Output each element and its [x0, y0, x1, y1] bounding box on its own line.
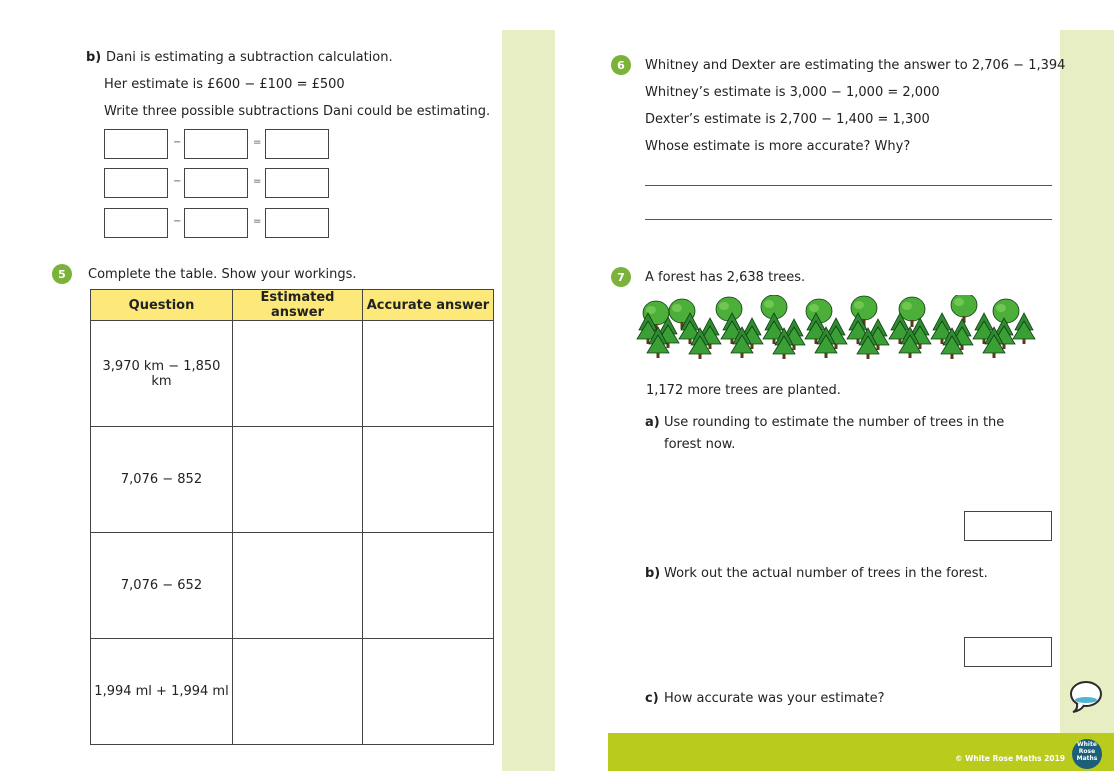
question-6-line1: Whitney and Dexter are estimating the answer to 2,706 − 1,394 — [645, 58, 1066, 73]
speech-bubble-icon — [1068, 678, 1104, 714]
minus-sign: − — [173, 137, 182, 148]
equals-sign: = — [253, 176, 262, 187]
minus-sign: − — [173, 176, 182, 187]
question-6-badge: 6 — [611, 55, 631, 75]
table-cell-question: 3,970 km − 1,850 km — [91, 321, 233, 427]
table-cell-estimated-answer[interactable] — [233, 427, 363, 533]
table-row — [91, 321, 494, 427]
table-row — [91, 533, 494, 639]
table-cell-question: 7,076 − 852 — [91, 427, 233, 533]
part-c-label: c) — [645, 691, 659, 706]
question-7-line1: A forest has 2,638 trees. — [645, 270, 806, 285]
writing-line[interactable] — [645, 185, 1052, 186]
question-5-badge: 5 — [52, 264, 72, 284]
forest-illustration — [634, 295, 1036, 360]
subtraction-box-2c[interactable] — [265, 168, 329, 198]
part-b-line2: Her estimate is £600 − £100 = £500 — [104, 77, 345, 92]
actual-answer-box[interactable] — [964, 637, 1052, 667]
equals-sign: = — [253, 137, 262, 148]
question-6-line2: Whitney’s estimate is 3,000 − 1,000 = 2,000 — [645, 85, 940, 100]
minus-sign: − — [173, 216, 182, 227]
question-5-prompt: Complete the table. Show your workings. — [88, 267, 357, 282]
table-cell-accurate-answer[interactable] — [363, 427, 494, 533]
table-cell-accurate-answer[interactable] — [363, 533, 494, 639]
table-cell-estimated-answer[interactable] — [233, 533, 363, 639]
part-b-line1: Dani is estimating a subtraction calculation. — [106, 50, 393, 65]
writing-line[interactable] — [645, 219, 1052, 220]
logo-line: White — [1077, 741, 1097, 748]
subtraction-box-2a[interactable] — [104, 168, 168, 198]
question-7-line2: 1,172 more trees are planted. — [646, 383, 841, 398]
footer-copyright: © White Rose Maths 2019 — [955, 754, 1066, 763]
subtraction-box-1c[interactable] — [265, 129, 329, 159]
logo-line: Maths — [1076, 755, 1098, 762]
footer-bar — [608, 733, 1114, 771]
white-rose-logo — [1072, 739, 1102, 769]
part-a-label: a) — [645, 415, 660, 430]
table-header-accurate: Accurate answer — [363, 290, 494, 321]
page-edge-stripe — [1060, 30, 1114, 733]
equals-sign: = — [253, 216, 262, 227]
part-b-label: b) — [86, 50, 102, 65]
part-b-line3: Write three possible subtractions Dani could be estimating. — [104, 104, 491, 119]
part-c-text: How accurate was your estimate? — [664, 691, 885, 706]
table-cell-question: 7,076 − 652 — [91, 533, 233, 639]
subtraction-box-1a[interactable] — [104, 129, 168, 159]
question-7-badge: 7 — [611, 267, 631, 287]
subtraction-box-3a[interactable] — [104, 208, 168, 238]
table-cell-accurate-answer[interactable] — [363, 639, 494, 745]
question-6-line4: Whose estimate is more accurate? Why? — [645, 139, 911, 154]
page-gutter-stripe — [502, 30, 555, 771]
part-a-text-2: forest now. — [664, 437, 736, 452]
table-cell-question: 1,994 ml + 1,994 ml — [91, 639, 233, 745]
logo-line: Rose — [1078, 748, 1096, 755]
table-row — [91, 427, 494, 533]
subtraction-box-3b[interactable] — [184, 208, 248, 238]
part-b-text: Work out the actual number of trees in the forest. — [664, 566, 988, 581]
subtraction-box-3c[interactable] — [265, 208, 329, 238]
table-header-question: Question — [91, 290, 233, 321]
subtraction-box-1b[interactable] — [184, 129, 248, 159]
table-row — [91, 639, 494, 745]
part-b-label: b) — [645, 566, 661, 581]
estimate-answer-box[interactable] — [964, 511, 1052, 541]
part-a-text-1: Use rounding to estimate the number of trees in the — [664, 415, 1005, 430]
table-cell-accurate-answer[interactable] — [363, 321, 494, 427]
subtraction-box-2b[interactable] — [184, 168, 248, 198]
question-6-line3: Dexter’s estimate is 2,700 − 1,400 = 1,300 — [645, 112, 930, 127]
table-cell-estimated-answer[interactable] — [233, 321, 363, 427]
workings-table — [90, 289, 494, 745]
table-header-estimated: Estimated answer — [233, 290, 363, 321]
table-cell-estimated-answer[interactable] — [233, 639, 363, 745]
